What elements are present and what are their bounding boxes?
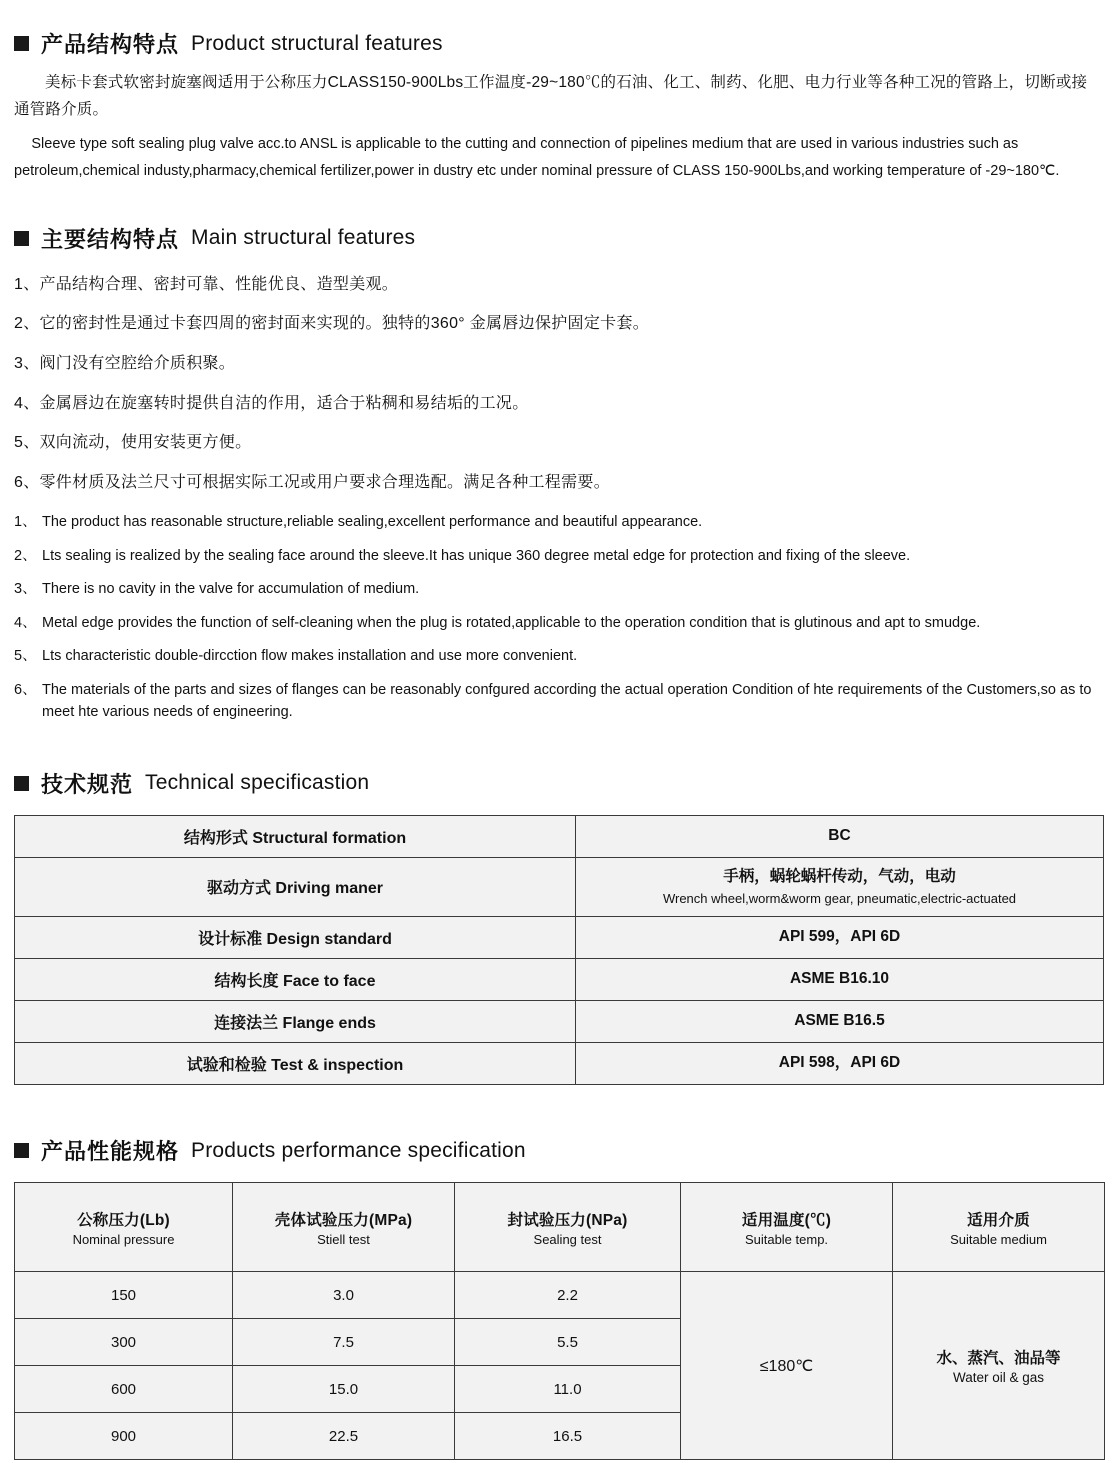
cell-nominal-pressure: 900 [15, 1413, 233, 1460]
cell-nominal-pressure: 600 [15, 1366, 233, 1413]
section-heading [14, 28, 1102, 59]
list-item-text: The product has reasonable structure,reliable sealing,excellent performance and beautiful appearance. [42, 514, 703, 531]
list-item: 2、它的密封性是通过卡套四周的密封面来实现的。独特的360° 金属唇边保护固定卡套。 [14, 315, 650, 333]
section-title-cn: 技术规范 [41, 771, 134, 797]
features-paragraph-cn: 美标卡套式软密封旋塞阀适用于公称压力CLASS150-900Lbs工作温度-29~180℃的石油、化工、制药、化肥、电力行业等各种工况的管路上，切断或接通管路介质。 [14, 74, 1088, 119]
section-title-en: Products performance specification [191, 1138, 526, 1162]
table-header-cell [893, 1183, 1105, 1272]
list-item-text: There is no cavity in the valve for accumulation of medium. [42, 581, 420, 598]
list-item-text: Lts sealing is realized by the sealing face around the sleeve.It has unique 360 degree metal edge for protection and fixing of the sleeve. [42, 547, 911, 564]
technical-specification-table [14, 815, 1104, 1085]
cell-shell-test: 3.0 [233, 1272, 455, 1319]
header-label-en: Sealing test [533, 1231, 602, 1247]
header-label-cn: 壳体试验压力(MPa) [274, 1211, 413, 1229]
table-cell-key: 设计标准 Design standard [15, 917, 576, 959]
table-cell-value-en: Wrench wheel,worm&worm gear, pneumatic,electric-actuated [662, 890, 1017, 906]
cell-sealing-test: 11.0 [455, 1366, 681, 1413]
header-label-en: Suitable medium [950, 1231, 1047, 1247]
square-bullet-icon [14, 231, 29, 246]
cell-sealing-test: 5.5 [455, 1319, 681, 1366]
table-row [15, 857, 1104, 916]
list-item-text: The materials of the parts and sizes of flanges can be reasonably confgured according the actual operation Condition of hte requirements of the Customers,so as to meet hte various needs of engineering. [42, 681, 1092, 721]
table-header-cell [233, 1183, 455, 1272]
cell-nominal-pressure: 150 [15, 1272, 233, 1319]
table-cell-key: 连接法兰 Flange ends [15, 1001, 576, 1043]
section-title-en: Product structural features [191, 31, 443, 55]
list-item-number: 1、 [14, 514, 37, 531]
header-label-en: Stiell test [317, 1231, 370, 1247]
table-cell-value [576, 857, 1104, 916]
header-label-en: Nominal pressure [72, 1231, 175, 1247]
table-header-row [15, 1183, 1105, 1272]
list-item-number: 6、 [14, 681, 37, 698]
section-heading [14, 223, 1102, 254]
table-row [15, 1043, 1104, 1085]
section-product-structural-features [0, 28, 1116, 185]
header-label-cn: 适用温度(℃) [741, 1211, 832, 1229]
list-item-text: Lts characteristic double-dircction flow makes installation and use more convenient. [42, 648, 578, 665]
table-cell-key: 结构形式 Structural formation [15, 815, 576, 857]
list-item [14, 679, 1102, 724]
header-label-cn: 封试验压力(NPa) [507, 1211, 628, 1229]
list-item: 3、阀门没有空腔给介质积聚。 [14, 355, 236, 373]
table-cell-value: API 599，API 6D [576, 917, 1104, 959]
cell-shell-test: 15.0 [233, 1366, 455, 1413]
list-item [14, 645, 1102, 667]
list-item: 5、双向流动，使用安装更方便。 [14, 434, 252, 452]
cell-suitable-temperature: ≤180℃ [681, 1272, 893, 1460]
main-features-list-cn [14, 272, 1102, 496]
features-paragraph-en: Sleeve type soft sealing plug valve acc.to ANSL is applicable to the cutting and connection of pipelines medium that are used in various industries such as petroleum,chemical industy,pharmacy,chemical fertilizer,power in dustry etc under nominal pressure of CLASS 150-900Lbs,and working temperature of -29~180℃. [14, 136, 1060, 180]
list-item-text: Metal edge provides the function of self-cleaning when the plug is rotated,applicable to the operation condition that is glutinous and apt to smudge. [42, 614, 981, 631]
table-cell-value: API 598，API 6D [576, 1043, 1104, 1085]
table-row [15, 815, 1104, 857]
table-cell-key: 驱动方式 Driving maner [15, 857, 576, 916]
cell-nominal-pressure: 300 [15, 1319, 233, 1366]
list-item [14, 511, 1102, 533]
cell-shell-test: 7.5 [233, 1319, 455, 1366]
section-title-cn: 产品结构特点 [41, 32, 180, 57]
document-page [0, 28, 1116, 1463]
section-heading [14, 768, 1102, 799]
section-products-performance-specification [0, 1135, 1116, 1460]
header-label-en: Suitable temp. [744, 1231, 829, 1247]
list-item [14, 612, 1102, 634]
list-item-number: 3、 [14, 581, 37, 598]
main-features-list-en [14, 511, 1102, 723]
list-item: 4、金属唇边在旋塞转时提供自洁的作用，适合于粘稠和易结垢的工况。 [14, 394, 529, 412]
table-cell-value: BC [576, 815, 1104, 857]
table-row [15, 917, 1104, 959]
cell-shell-test: 22.5 [233, 1413, 455, 1460]
table-header-cell [455, 1183, 681, 1272]
table-cell-key: 结构长度 Face to face [15, 959, 576, 1001]
table-cell-key: 试验和检验 Test & inspection [15, 1043, 576, 1085]
square-bullet-icon [14, 1143, 29, 1158]
list-item: 6、零件材质及法兰尺寸可根据实际工况或用户要求合理选配。满足各种工程需要。 [14, 473, 610, 491]
section-title-en: Technical specificastion [145, 771, 370, 795]
section-title-cn: 产品性能规格 [41, 1139, 180, 1165]
table-cell-value: ASME B16.5 [576, 1001, 1104, 1043]
performance-specification-table [14, 1182, 1105, 1460]
header-label-cn: 公称压力(Lb) [77, 1211, 170, 1229]
list-item [14, 545, 1102, 567]
header-label-cn: 适用介质 [967, 1211, 1030, 1229]
section-main-structural-features [0, 223, 1116, 724]
list-item-number: 5、 [14, 648, 37, 665]
list-item [14, 578, 1102, 600]
list-item-number: 4、 [14, 614, 37, 631]
list-item-number: 2、 [14, 547, 37, 564]
square-bullet-icon [14, 776, 29, 791]
section-title-cn: 主要结构特点 [41, 226, 180, 252]
cell-sealing-test: 2.2 [455, 1272, 681, 1319]
square-bullet-icon [14, 36, 29, 51]
medium-label-cn: 水、蒸汽、油品等 [936, 1350, 1061, 1368]
medium-label-en: Water oil & gas [952, 1370, 1045, 1386]
section-heading [14, 1135, 1102, 1166]
table-row [15, 1001, 1104, 1043]
table-header-cell [681, 1183, 893, 1272]
table-row [15, 959, 1104, 1001]
cell-sealing-test: 16.5 [455, 1413, 681, 1460]
table-header-cell [15, 1183, 233, 1272]
section-title-en: Main structural features [191, 226, 416, 250]
table-cell-value-cn: 手柄，蜗轮蜗杆传动，气动，电动 [723, 867, 956, 885]
cell-suitable-medium [893, 1272, 1105, 1460]
table-cell-value: ASME B16.10 [576, 959, 1104, 1001]
section-technical-specification [0, 768, 1116, 1085]
table-row [15, 1272, 1105, 1319]
list-item: 1、产品结构合理、密封可靠、性能优良、造型美观。 [14, 275, 399, 293]
